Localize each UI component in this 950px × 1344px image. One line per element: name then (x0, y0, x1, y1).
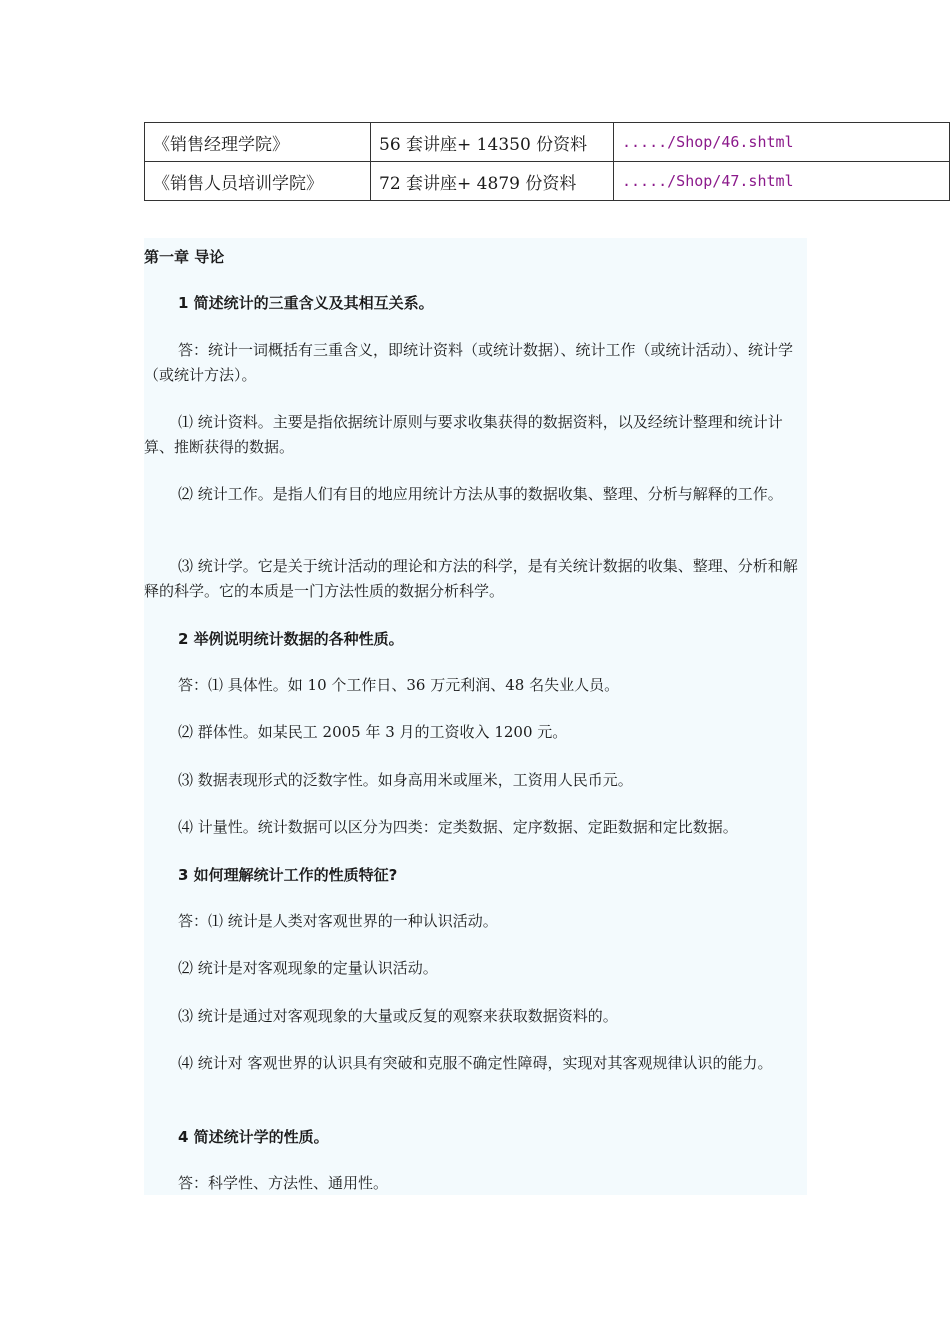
course-link[interactable]: ...../Shop/47.shtml (614, 162, 950, 201)
question-3-title: 3 如何理解统计工作的性质特征? (178, 866, 398, 884)
course-name-cell: 《销售人员培训学院》 (145, 162, 371, 201)
chapter-title: 第一章 导论 (144, 248, 225, 266)
question-1-answer: 答：统计一词概括有三重含义，即统计资料（或统计数据）、统计工作（或统计活动）、统计学（或统计方法）。 (144, 341, 794, 384)
chapter-content (144, 238, 807, 1195)
question-2-answer-1: 答：⑴ 具体性。如 10 个工作日、36 万元利润、48 名失业人员。 (178, 676, 620, 694)
question-4-answer: 答：科学性、方法性、通用性。 (178, 1174, 389, 1192)
course-link[interactable]: ...../Shop/46.shtml (614, 123, 950, 162)
question-2-answer-3: ⑶ 数据表现形式的泛数字性。如身高用米或厘米，工资用人民币元。 (178, 771, 633, 789)
question-2-answer-4: ⑷ 计量性。统计数据可以区分为四类：定类数据、定序数据、定距数据和定比数据。 (178, 818, 738, 836)
question-3-answer-2: ⑵ 统计是对客观现象的定量认识活动。 (178, 959, 438, 977)
question-1-title: 1 简述统计的三重含义及其相互关系。 (178, 294, 434, 312)
table-row (145, 162, 950, 201)
question-1-point-3: ⑶ 统计学。它是关于统计活动的理论和方法的科学，是有关统计数据的收集、整理、分析和解释的科学。它的本质是一门方法性质的数据分析科学。 (144, 557, 798, 600)
course-content-cell: 72 套讲座+ 4879 份资料 (371, 162, 614, 201)
table-row (145, 123, 950, 162)
course-name-cell: 《销售经理学院》 (145, 123, 371, 162)
course-content-cell: 56 套讲座+ 14350 份资料 (371, 123, 614, 162)
resource-links-table (144, 122, 950, 201)
question-3-answer-3: ⑶ 统计是通过对客观现象的大量或反复的观察来获取数据资料的。 (178, 1007, 618, 1025)
question-2-title: 2 举例说明统计数据的各种性质。 (178, 630, 404, 648)
question-1-point-1: ⑴ 统计资料。主要是指依据统计原则与要求收集获得的数据资料，以及经统计整理和统计计算、推断获得的数据。 (144, 413, 783, 456)
question-2-answer-2: ⑵ 群体性。如某民工 2005 年 3 月的工资收入 1200 元。 (178, 723, 568, 741)
question-3-answer-4: ⑷ 统计对 客观世界的认识具有突破和克服不确定性障碍，实现对其客观规律认识的能力。 (178, 1054, 773, 1072)
question-1-point-2: ⑵ 统计工作。是指人们有目的地应用统计方法从事的数据收集、整理、分析与解释的工作。 (178, 485, 783, 503)
question-4-title: 4 简述统计学的性质。 (178, 1128, 329, 1146)
question-3-answer-1: 答：⑴ 统计是人类对客观世界的一种认识活动。 (178, 912, 498, 930)
